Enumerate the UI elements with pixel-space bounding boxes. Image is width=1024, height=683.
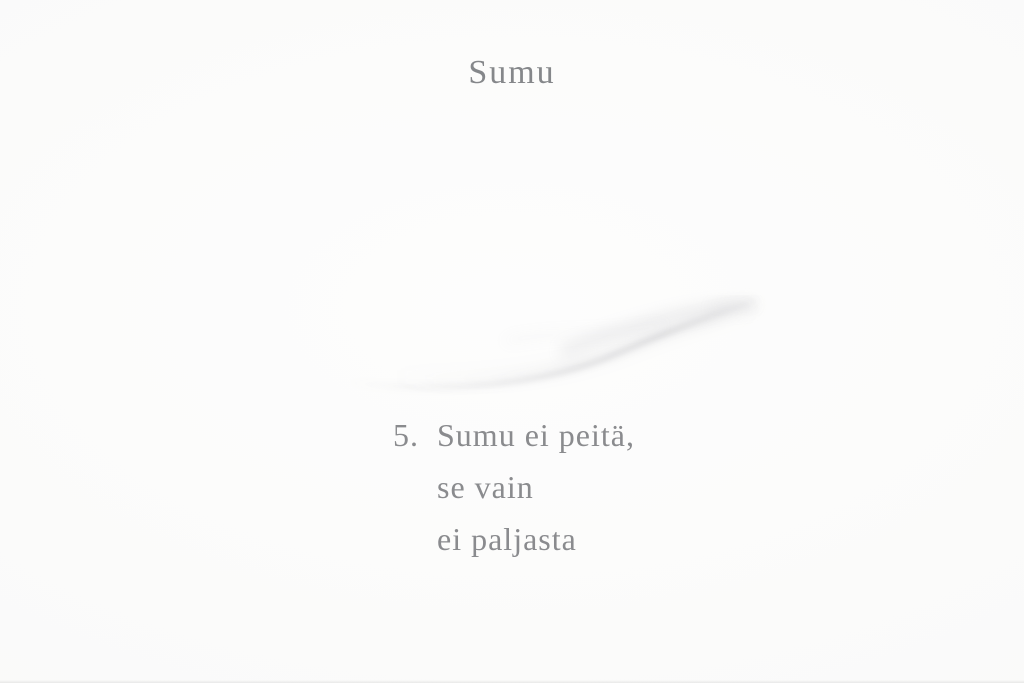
poem-line-1: Sumu ei peitä,	[437, 417, 635, 453]
poem-number: 5.	[393, 417, 419, 453]
poem-lines	[437, 409, 635, 565]
poem-line-2: se vain	[437, 469, 534, 505]
smoke-wisp-icon	[330, 282, 770, 400]
poem-block	[393, 409, 635, 565]
page-title: Sumu	[468, 54, 556, 91]
poem-line-3: ei paljasta	[437, 521, 577, 557]
